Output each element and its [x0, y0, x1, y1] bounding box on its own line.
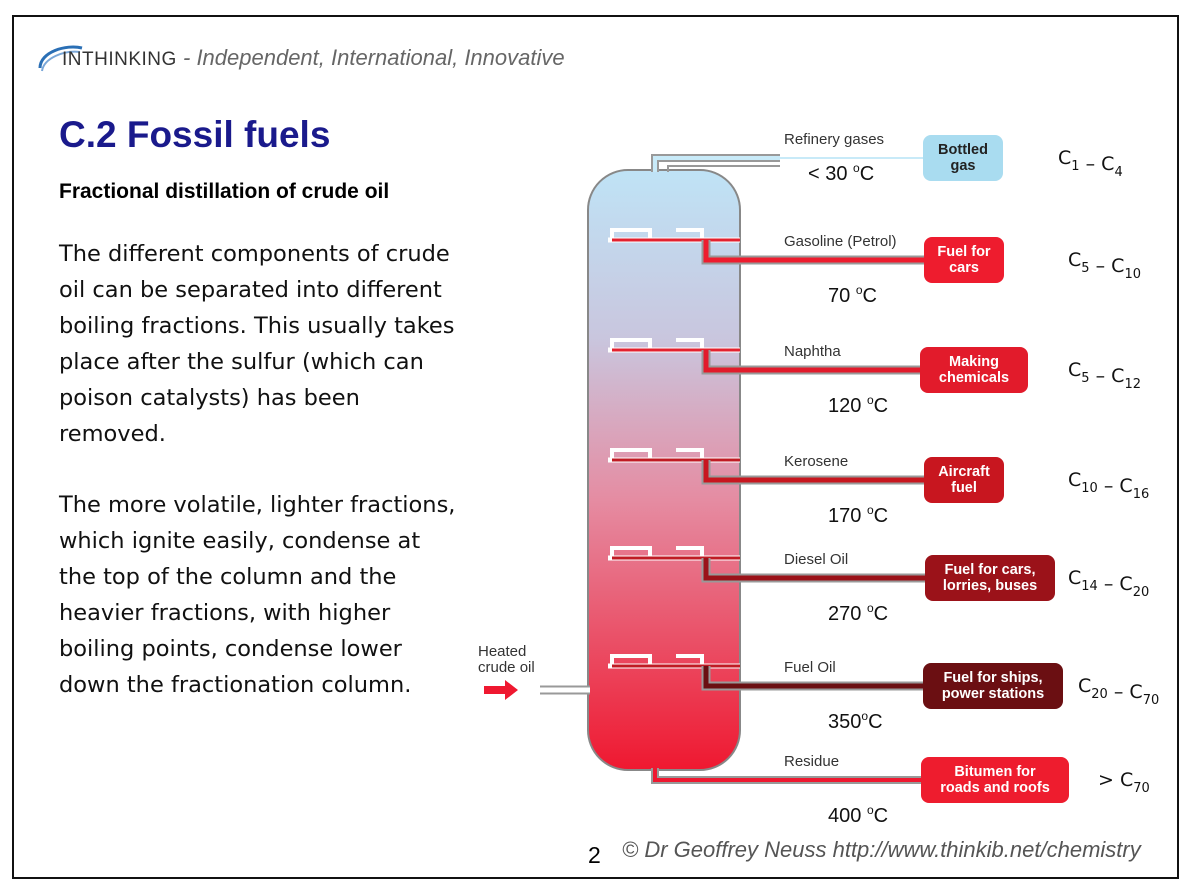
- fraction-name: Residue: [784, 753, 840, 770]
- paragraph-volatility: The more volatile, lighter fractions, which ignite easily, condense at the top of the column and the heavier fractions, with higher boiling points, condense lower down the fractionation column.: [59, 492, 456, 698]
- carbon-range: $C_5 - C_{10}$: [1068, 249, 1141, 282]
- page-title: C.2 Fossil fuels: [59, 114, 331, 155]
- fraction-row: [706, 551, 1149, 625]
- fraction-name: Diesel Oil: [784, 551, 849, 568]
- fraction-row: [706, 343, 1141, 417]
- fraction-temperature: 270 $^o$C: [828, 601, 889, 625]
- fraction-name: Refinery gases: [784, 131, 885, 148]
- use-label: power stations: [941, 686, 1045, 702]
- carbon-range: $C_{20} - C_{70}$: [1078, 675, 1160, 708]
- logo-text: INTHINKING: [62, 49, 177, 70]
- fraction-name: Fuel Oil: [784, 659, 836, 676]
- carbon-range: $C_1 - C_4$: [1058, 147, 1123, 180]
- use-label: fuel: [951, 480, 977, 496]
- fraction-temperature: 350$^o$C: [828, 709, 883, 733]
- paragraph-separation: The different components of crude oil can be separated into different boiling fractions. This usually takes place after the sulfur (which can poison catalysts) has been removed.: [59, 241, 455, 447]
- use-label: Aircraft: [938, 464, 990, 480]
- carbon-range: $C_{14} - C_{20}$: [1068, 567, 1150, 600]
- use-label: cars: [949, 260, 979, 276]
- feed-label-line2: crude oil: [478, 659, 535, 676]
- use-label: chemicals: [938, 370, 1010, 386]
- use-label: Fuel for cars,: [944, 562, 1036, 578]
- feed-label-line1: Heated: [478, 643, 527, 660]
- use-label: roads and roofs: [940, 780, 1050, 796]
- fraction-temperature: 70 $^o$C: [828, 283, 877, 307]
- use-label: lorries, buses: [942, 578, 1038, 594]
- carbon-range: $C_{10} - C_{16}$: [1068, 469, 1150, 502]
- page-number: 2: [588, 842, 601, 868]
- fraction-row: [706, 659, 1159, 733]
- feed-arrow-icon: [484, 680, 518, 700]
- page-subtitle: Fractional distillation of crude oil: [59, 180, 390, 203]
- carbon-range: > $C_{70}$: [1098, 769, 1150, 796]
- tagline: - Independent, International, Innovative: [183, 45, 565, 70]
- fraction-temperature: 170 $^o$C: [828, 503, 889, 527]
- fraction-row: [780, 131, 1123, 185]
- use-label: gas: [950, 158, 976, 174]
- fraction-name: Naphtha: [784, 343, 841, 360]
- use-label: Fuel for ships,: [943, 670, 1043, 686]
- use-label: Fuel for: [937, 244, 991, 260]
- use-label: Bottled: [938, 142, 988, 158]
- fraction-row: [706, 453, 1149, 527]
- fraction-temperature: 120 $^o$C: [828, 393, 889, 417]
- carbon-range: $C_5 - C_{12}$: [1068, 359, 1141, 392]
- copyright: © Dr Geoffrey Neuss http://www.thinkib.net/chemistry: [622, 837, 1141, 862]
- fraction-temperature: 400 $^o$C: [828, 803, 889, 827]
- fraction-name: Gasoline (Petrol): [784, 233, 897, 250]
- use-label: Bitumen for: [954, 764, 1036, 780]
- fraction-row: [706, 233, 1141, 307]
- fraction-name: Kerosene: [784, 453, 849, 470]
- fraction-row: [784, 753, 1150, 827]
- fraction-temperature: < 30 $^o$C: [808, 161, 875, 185]
- use-label: Making: [949, 354, 999, 370]
